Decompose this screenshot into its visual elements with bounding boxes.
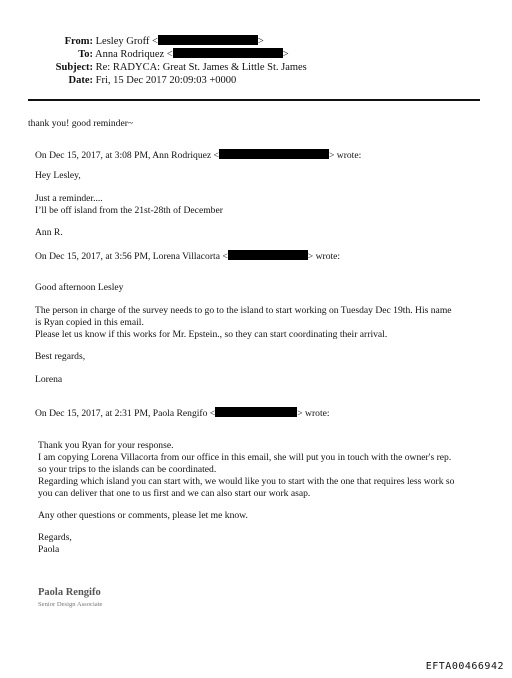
paola-line-2: I am copying Lorena Villacorta from our office in this email, she will put you in touch with the owner's rep. bbox=[38, 452, 452, 463]
ann-line-2: I’ll be off island from the 21st-28th of December bbox=[35, 205, 223, 216]
subject-value: Re: RADYCA: Great St. James & Little St. James bbox=[95, 62, 307, 73]
signature-title: Senior Design Associate bbox=[38, 601, 103, 608]
to-close: > bbox=[282, 49, 289, 60]
paola-signoff: Paola bbox=[38, 544, 60, 555]
lorena-para-line-3: Please let us know if this works for Mr. Epstein., so they can start coordinating their arrival. bbox=[35, 329, 388, 340]
date-label: Date: bbox=[68, 75, 93, 86]
to-label: To: bbox=[78, 49, 93, 60]
header-subject bbox=[44, 61, 307, 74]
date-value: Fri, 15 Dec 2017 20:09:03 +0000 bbox=[95, 75, 237, 86]
header-to bbox=[44, 48, 289, 61]
ann-greeting: Hey Lesley, bbox=[35, 170, 81, 181]
quote1-prefix: On Dec 15, 2017, at 3:08 PM, Ann Rodriquez < bbox=[35, 150, 219, 161]
lorena-greeting: Good afternoon Lesley bbox=[35, 282, 124, 293]
lorena-para-line-2: is Ryan copied in this email. bbox=[35, 317, 144, 328]
ann-line-1: Just a reminder.... bbox=[35, 193, 103, 204]
signature-name: Paola Rengifo bbox=[38, 587, 101, 598]
from-label: From: bbox=[64, 36, 93, 47]
paola-line-1: Thank you Ryan for your response. bbox=[38, 440, 174, 451]
redaction-box bbox=[215, 407, 297, 417]
lorena-para-line-1: The person in charge of the survey needs to go to the island to start working on Tuesday Dec 19th. His name bbox=[35, 305, 452, 316]
quote3-prefix: On Dec 15, 2017, at 2:31 PM, Paola Rengifo < bbox=[35, 408, 216, 419]
header-divider bbox=[28, 99, 480, 101]
redaction-box bbox=[228, 250, 308, 260]
quote-header-2 bbox=[35, 250, 340, 263]
paola-line-3: so your trips to the islands can be coordinated. bbox=[38, 464, 217, 475]
paola-regards: Regards, bbox=[38, 532, 72, 543]
paola-line-4: Regarding which island you can start with, we would like you to start with the one that requires less work so bbox=[38, 476, 455, 487]
quote2-suffix: > wrote: bbox=[307, 251, 341, 262]
quote1-suffix: > wrote: bbox=[328, 150, 362, 161]
lorena-signoff: Lorena bbox=[35, 374, 63, 385]
redaction-box bbox=[219, 149, 329, 159]
bates-number: EFTA00466942 bbox=[425, 661, 504, 672]
subject-label: Subject: bbox=[55, 62, 93, 73]
header-from bbox=[44, 35, 264, 48]
reply-text: thank you! good reminder~ bbox=[28, 118, 134, 129]
redaction-box bbox=[158, 35, 258, 45]
header-date bbox=[44, 74, 236, 87]
from-close: > bbox=[257, 36, 264, 47]
paola-line-5: you can deliver that one to us first and we can also start our work asap. bbox=[38, 488, 311, 499]
quote3-suffix: > wrote: bbox=[297, 408, 330, 419]
quote-header-1 bbox=[35, 149, 361, 162]
quote2-prefix: On Dec 15, 2017, at 3:56 PM, Lorena Villacorta < bbox=[35, 251, 228, 262]
from-value: Lesley Groff < bbox=[95, 36, 158, 47]
lorena-regards: Best regards, bbox=[35, 351, 86, 362]
quote-header-3 bbox=[35, 407, 330, 420]
ann-signoff: Ann R. bbox=[35, 227, 63, 238]
redaction-box bbox=[173, 48, 283, 58]
to-value: Anna Rodriquez < bbox=[95, 49, 173, 60]
paola-line-6: Any other questions or comments, please let me know. bbox=[38, 510, 248, 521]
